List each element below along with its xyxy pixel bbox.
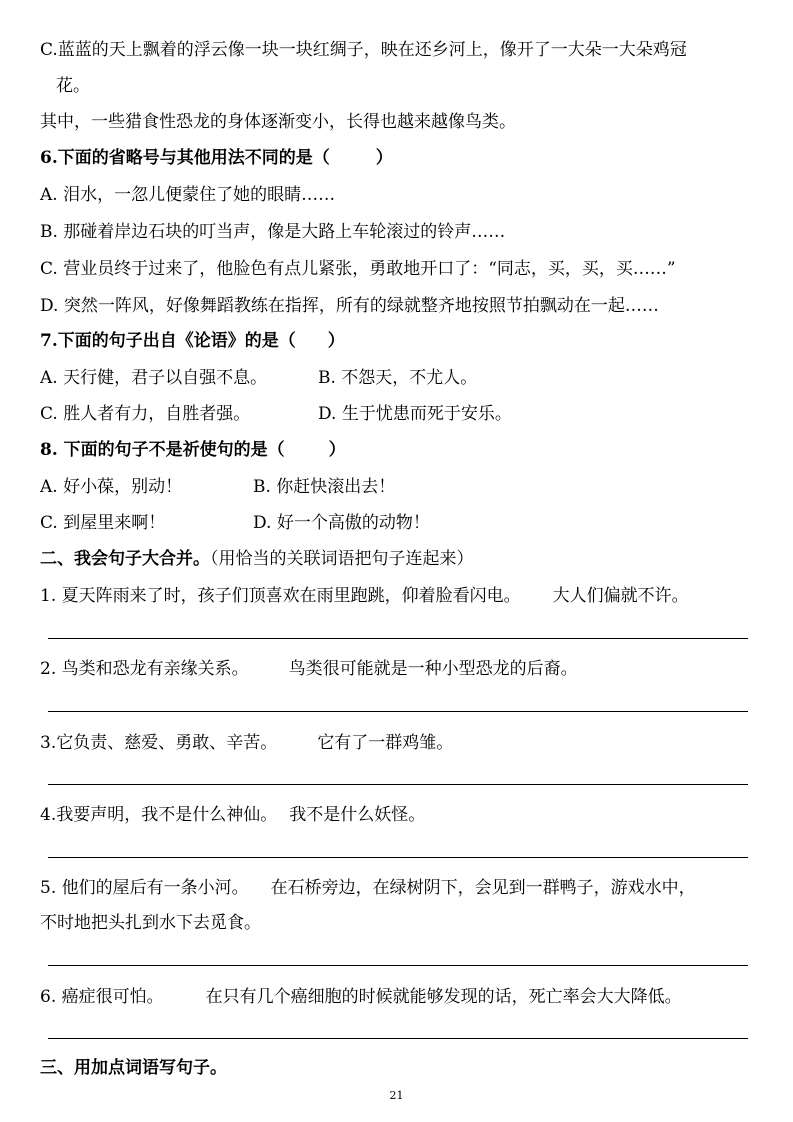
answer-line-1[interactable] bbox=[48, 638, 748, 639]
extra-sentence: 其中，一些猎食性恐龙的身体逐渐变小，长得也越来越像鸟类。 bbox=[40, 112, 516, 132]
question-7-option-b: B. 不怨天，不尤人。 bbox=[318, 368, 478, 388]
combine-item-5-b: 在石桥旁边，在绿树阴下，会见到一群鸭子，游戏水中， bbox=[270, 878, 696, 898]
combine-item-5 bbox=[40, 876, 696, 900]
question-6-option-b: B. 那碰着岸边石块的叮当声，像是大路上车轮滚过的铃声…… bbox=[40, 222, 506, 242]
question-6-close: ） bbox=[375, 148, 393, 168]
question-8-option-b: B. 你赶快滚出去！ bbox=[253, 477, 396, 497]
combine-item-5-c: 不时地把头扎到水下去觅食。 bbox=[40, 913, 261, 933]
combine-item-6-b: 在只有几个癌细胞的时候就能够发现的话，死亡率会大大降低。 bbox=[205, 987, 682, 1007]
question-7-option-c: C. 胜人者有力，自胜者强。 bbox=[40, 404, 251, 424]
question-8-option-d: D. 好一个高傲的动物！ bbox=[253, 513, 430, 533]
question-7-text: 7.下面的句子出自《论语》的是（ bbox=[40, 331, 296, 351]
question-6-text: 6.下面的省略号与其他用法不同的是（ bbox=[40, 148, 330, 168]
question-6-stem bbox=[40, 146, 393, 170]
question-8-text: 8. 下面的句子不是祈使句的是（ bbox=[40, 440, 285, 460]
question-8-close: ） bbox=[328, 440, 346, 460]
question-8-option-a: A. 好小葆，别动！ bbox=[40, 477, 183, 497]
combine-item-1 bbox=[40, 584, 689, 608]
combine-item-2-b: 鸟类很可能就是一种小型恐龙的后裔。 bbox=[288, 659, 578, 679]
combine-item-5-a: 5. 他们的屋后有一条小河。 bbox=[40, 878, 249, 898]
combine-item-4 bbox=[40, 803, 425, 827]
question-6-option-c: C. 营业员终于过来了，他脸色有点儿紧张，勇敢地开口了：“同志，买，买，买……” bbox=[40, 259, 676, 279]
option-c-line-2: 花。 bbox=[56, 76, 90, 96]
option-c-line-1: C.蓝蓝的天上飘着的浮云像一块一块红绸子，映在还乡河上，像开了一大朵一大朵鸡冠 bbox=[40, 40, 687, 60]
question-7-close: ） bbox=[327, 331, 345, 351]
question-7-stem bbox=[40, 329, 345, 353]
page-number: 21 bbox=[389, 1089, 404, 1102]
question-6-option-d: D. 突然一阵风，好像舞蹈教练在指挥，所有的绿就整齐地按照节拍飘动在一起…… bbox=[40, 296, 659, 316]
question-6-option-a: A. 泪水，一忽儿便蒙住了她的眼睛…… bbox=[40, 185, 336, 205]
combine-item-3-b: 它有了一群鸡雏。 bbox=[317, 733, 454, 753]
section-2-title: 二、我会句子大合并。 bbox=[40, 549, 210, 569]
combine-item-6-a: 6. 癌症很可怕。 bbox=[40, 987, 164, 1007]
section-2-heading bbox=[40, 547, 474, 571]
combine-item-1-a: 1. 夏天阵雨来了时，孩子们顶喜欢在雨里跑跳，仰着脸看闪电。 bbox=[40, 586, 521, 606]
combine-item-2 bbox=[40, 657, 578, 681]
question-7-option-a: A. 天行健，君子以自强不息。 bbox=[40, 368, 268, 388]
section-2-note: （用恰当的关联词语把句子连起来） bbox=[210, 549, 474, 569]
combine-item-3-a: 3.它负责、慈爱、勇敢、辛苦。 bbox=[40, 733, 278, 753]
combine-item-4-a: 4.我要声明，我不是什么神仙。 bbox=[40, 805, 278, 825]
question-7-option-d: D. 生于忧患而死于安乐。 bbox=[318, 404, 512, 424]
combine-item-3 bbox=[40, 731, 453, 755]
answer-line-5[interactable] bbox=[48, 965, 748, 966]
answer-line-2[interactable] bbox=[48, 711, 748, 712]
combine-item-2-a: 2. 鸟类和恐龙有亲缘关系。 bbox=[40, 659, 249, 679]
combine-item-4-b: 我不是什么妖怪。 bbox=[289, 805, 426, 825]
section-3-title: 三、用加点词语写句子。 bbox=[40, 1058, 227, 1078]
question-8-stem bbox=[40, 438, 346, 462]
question-8-option-c: C. 到屋里来啊！ bbox=[40, 513, 166, 533]
answer-line-3[interactable] bbox=[48, 784, 748, 785]
answer-line-6[interactable] bbox=[48, 1038, 748, 1039]
combine-item-6 bbox=[40, 985, 682, 1009]
combine-item-1-b: 大人们偏就不许。 bbox=[552, 586, 689, 606]
answer-line-4[interactable] bbox=[48, 857, 748, 858]
